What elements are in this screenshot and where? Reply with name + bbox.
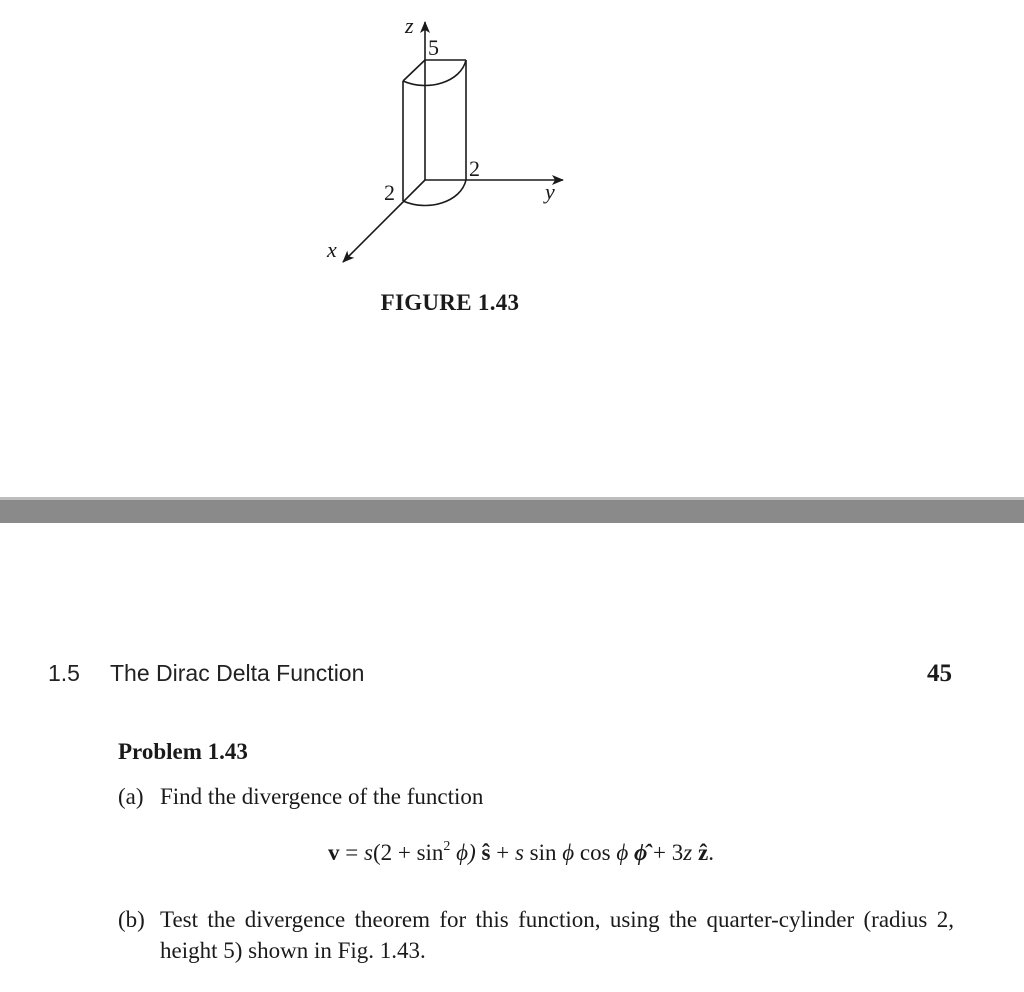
eq-t8: ϕ: [562, 840, 575, 865]
page-separator: [0, 497, 1024, 523]
problem-part-b: [118, 904, 954, 963]
radius-x-label: 2: [384, 180, 395, 205]
y-axis-label: y: [545, 179, 555, 204]
radius-y-label: 2: [469, 156, 480, 181]
eq-s-hat: ŝ: [481, 840, 491, 865]
eq-equals: =: [339, 840, 364, 865]
running-head: [48, 660, 364, 687]
section-title: The Dirac Delta Function: [110, 660, 365, 686]
part-a-text: Find the divergence of the function: [160, 784, 484, 809]
part-b-label: (b): [118, 907, 145, 932]
eq-t17: .: [708, 840, 714, 865]
part-a-label: (a): [118, 784, 144, 809]
eq-phi-hat: ϕ̂: [633, 840, 648, 865]
eq-z-hat: ẑ: [697, 840, 709, 865]
page-number: 45: [927, 660, 952, 687]
height-label: 5: [428, 35, 439, 60]
eq-t3: ϕ): [450, 840, 482, 865]
eq-t14: z: [683, 840, 693, 865]
eq-lhs: v: [328, 840, 340, 865]
problem-title: Problem 1.43: [118, 739, 248, 764]
top-edge-x: [403, 60, 425, 81]
eq-t13: + 3: [647, 840, 684, 865]
part-b-text: Test the divergence theorem for this function, using the quarter-cylinder (radius 2, height 5) shown in Fig. 1.43.: [160, 907, 954, 963]
eq-t2: (2 + sin: [372, 840, 444, 865]
eq-t2-sup: 2: [443, 839, 451, 854]
z-axis-label: z: [405, 13, 414, 38]
eq-t7: sin: [523, 840, 563, 865]
figure-1-43-diagram: [0, 0, 1024, 290]
x-axis-label: x: [327, 237, 337, 262]
problem-part-a: [118, 784, 483, 810]
eq-t9: cos: [574, 840, 617, 865]
eq-t10: ϕ: [616, 840, 629, 865]
divergence-equation: [328, 840, 714, 866]
eq-t1: s: [363, 840, 373, 865]
eq-t5: +: [490, 840, 515, 865]
figure-caption: FIGURE 1.43: [380, 290, 520, 315]
eq-t6: s: [514, 840, 524, 865]
section-number: 1.5: [48, 660, 80, 686]
